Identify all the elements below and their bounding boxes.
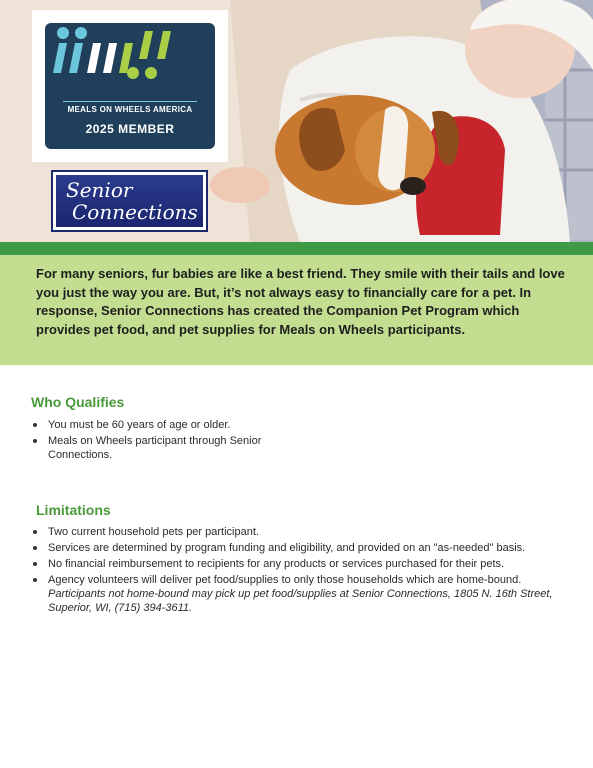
who-qualifies-heading: Who Qualifies <box>31 394 125 410</box>
meals-on-wheels-logo <box>45 23 215 149</box>
intro-band <box>0 255 593 365</box>
limitations-list <box>30 525 575 615</box>
list-item: You must be 60 years of age or older. <box>30 418 290 432</box>
list-item-text: Agency volunteers will deliver pet food/supplies to only those households which are home-bound. <box>48 574 522 586</box>
logo-text <box>66 179 198 223</box>
logo-line-2: Connections <box>72 200 198 224</box>
list-item: No financial reimbursement to recipients for any products or services purchased for their pets. <box>30 557 575 571</box>
limitations-heading: Limitations <box>36 502 111 518</box>
hero-photo <box>0 0 593 242</box>
meals-on-wheels-badge <box>32 10 228 162</box>
list-item: Services are determined by program funding and eligibility, and provided on an "as-needed" basis. <box>30 541 575 555</box>
senior-connections-logo <box>51 170 208 232</box>
meals-on-wheels-mark-icon <box>45 23 175 83</box>
intro-paragraph: For many seniors, fur babies are like a best friend. They smile with their tails and love you just the way you are. But, it’s not always easy to financially care for a pet. In response, Senior Connections has created the Companion Pet Program which provides pet food, and pet supplies for Meals on Wheels participants. <box>36 266 565 337</box>
pickup-note: Participants not home-bound may pick up pet food/supplies at Senior Connections, 1805 N. 16th Street, Superior, WI, (715) 394-3611. <box>48 588 553 614</box>
list-item: Two current household pets per participant. <box>30 525 575 539</box>
list-item <box>30 573 575 615</box>
who-qualifies-list <box>30 418 290 462</box>
member-year-label: 2025 MEMBER <box>85 122 175 136</box>
mow-wordmark: MEALS ON WHEELS AMERICA <box>67 105 193 114</box>
list-item: Meals on Wheels participant through Senior Connections. <box>30 434 290 462</box>
logo-divider <box>63 101 197 102</box>
logo-background <box>56 175 203 227</box>
logo-line-1: Senior <box>66 178 133 202</box>
green-divider-stripe <box>0 242 593 255</box>
